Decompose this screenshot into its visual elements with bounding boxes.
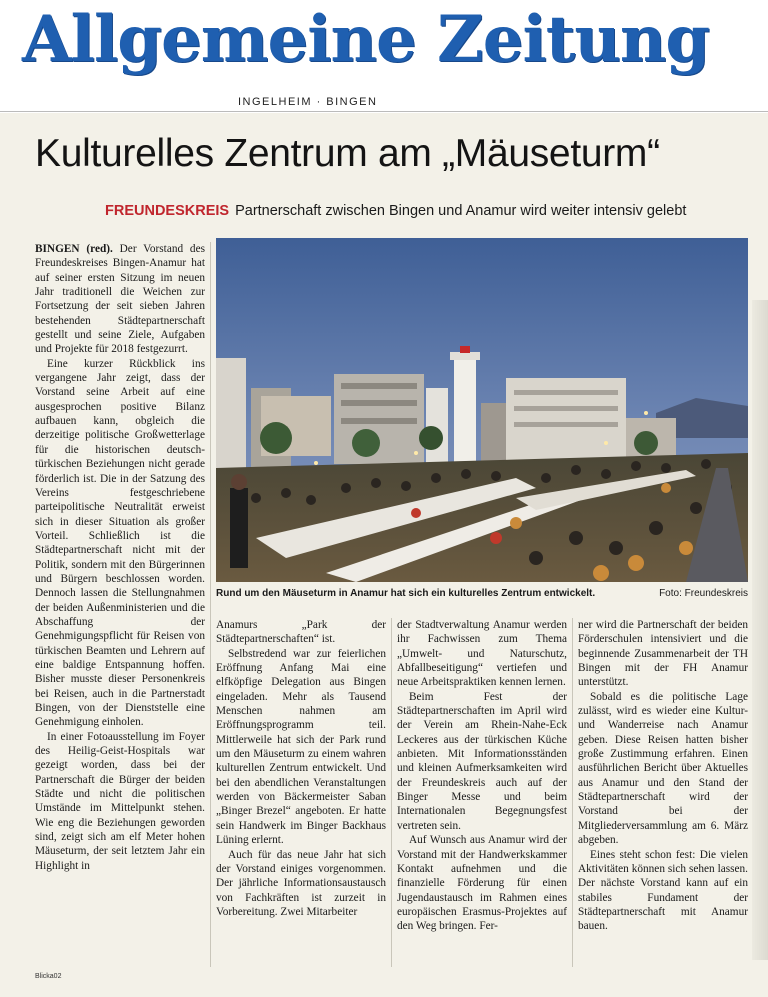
paragraph: Beim Fest der Städtepartnerschaften im April wird der Verein am Rhein-Nahe-Eck Leckeres aus der türkischen Küche anbieten. Mit Informationsständen und kleinen Aufmerksamkeiten wird der Freundeskreis auch auf der Binger Messe und beim Internationalen Begegnungsfest vertreten sein. bbox=[397, 690, 567, 832]
paragraph: In einer Fotoausstellung im Foyer des Heilig-Geist-Hospitals war gezeigt worden, dass bei der Partnerschaft die Bürger der beiden Städte und nicht die politischen Umstände im Mittelpunkt stehen. Wie eng die Beziehungen geworden sind, zeigt sich am elf Meter hohen Mäuseturm, der seit letztem Jahr ein Highlight in bbox=[35, 730, 205, 872]
adjacent-page-edge bbox=[752, 300, 768, 960]
festival-crowd-photo bbox=[216, 238, 748, 582]
paragraph: ner wird die Partnerschaft der beiden Förderschulen intensiviert und die beginnende Zusammenarbeit der TH Bingen mit der FH Anamur unterstützt. bbox=[578, 619, 748, 689]
clipping-id: Blicka02 bbox=[35, 973, 62, 980]
paragraph: Sobald es die politische Lage zulässt, wird es wieder eine Kultur- und Wanderreise nach Anamur geben. Diese Reisen hatten bisher große Zustimmung erfahren. Einen ausführlichen Bericht über Aktuelles aus Anamur und den Stand der Städtepartnerschaft wird der Vorstand bei der Mitgliederversammlung am 6. März abgeben. bbox=[578, 690, 748, 847]
paragraph: Eine kurzer Rückblick ins vergangene Jahr zeigt, dass der Vorstand seine Arbeit auf eine ausgesprochen positive Bilanz aufbauen kann, obgleich die derzeitige politische Großwetterlage für die historischen deutsch-türkischen Beziehungen nicht gerade förderlich ist. Die in der Satzung des Vereins festgeschriebene parteipolitische Neutralität erweist sich in dieser Situation als großer Vorteil. Schließlich ist die Städtepartnerschaft nicht mit der Politik, sondern mit den Bürgerinnen und Bürgern beschlossen worden. Dennoch lassen die Stellungnahmen der beiden Außenministerien und die Abschaffung der Genehmigungspflicht für Reisen von türkischen Beamten und Lehrern auf eine baldige Entspannung hoffen. Bisher musste dieser Personenkreis bei Reisen, auch in die Partnerstadt Bingen, von der Dienststelle eine Genehmigung einholen. bbox=[35, 357, 205, 729]
column-divider bbox=[391, 618, 392, 967]
subheadline-text: Partnerschaft zwischen Bingen und Anamur wird weiter intensiv gelebt bbox=[235, 203, 687, 219]
dateline: BINGEN (red). bbox=[35, 243, 113, 255]
article-headline: Kulturelles Zentrum am „Mäuseturm“ bbox=[35, 132, 660, 175]
article-column-2 bbox=[216, 618, 386, 919]
edition-label: INGELHEIM · BINGEN bbox=[238, 96, 378, 108]
paragraph: Auch für das neue Jahr hat sich der Vorstand einiges vorgenommen. Der jährliche Informationsaustausch von Fachkräften ist zurzeit in Vorbereitung. Zwei Mitarbeiter bbox=[216, 848, 386, 918]
newspaper-logo: Allgemeine Zeitung bbox=[22, 2, 710, 77]
paragraph: Auf Wunsch aus Anamur wird der Vorstand mit der Handwerkskammer Kontakt aufnehmen und die finanzielle Förderung für einen Jugendaustausch im Rahmen eines europäischen Erasmus-Projektes auf den Weg bringen. Fer- bbox=[397, 834, 567, 933]
paragraph: Anamurs „Park der Städtepartnerschaften“ ist. bbox=[216, 619, 386, 646]
paragraph: Eines steht schon fest: Die vielen Aktivitäten können sich sehen lassen. Der nächste Vorstand kann auf ein stabiles Fundament der Städtepartnerschaft mit Anamur bauen. bbox=[578, 848, 748, 933]
column-divider bbox=[572, 618, 573, 967]
column-divider bbox=[210, 242, 211, 967]
kicker-label: FREUNDESKREIS bbox=[105, 203, 230, 219]
article-photo bbox=[216, 238, 748, 582]
paragraph: BINGEN (red). Der Vorstand des Freundeskreises Bingen-Anamur hat auf seiner ersten Sitzung im neuen Jahr traditionell die Weichen zur Fortsetzung der seit sieben Jahren bestehenden Städtepartnerschaft gestellt und seine Ziele, Aufgaben und Projekte für 2018 festgezurrt. bbox=[35, 243, 205, 356]
article-column-3 bbox=[397, 618, 567, 934]
article-column-1 bbox=[35, 242, 205, 873]
masthead bbox=[0, 0, 768, 112]
paragraph: der Stadtverwaltung Anamur werden ihr Fachwissen zum Thema „Umwelt- und Naturschutz, Abfallbeseitigung“ vertiefen und neue Arbeitspraktiken kennen lernen. bbox=[397, 619, 567, 689]
paragraph: Selbstredend war zur feierlichen Eröffnung Anfang Mai eine elfköpfige Delegation aus Bingen eingeladen. Mehr als Tausend Menschen nahmen am Eröffnungsprogramm teil. Mittlerweile hat sich der Park rund um den Mäuseturm zu einem wahren kulturellen Zentrum entwickelt. Und bei den abendlichen Veranstaltungen werden von Bäckermeister Saban „Binger Brezel“ angeboten. Er hatte sein Handwerk im Binger Backhaus Lüning erlernt. bbox=[216, 647, 386, 847]
article-column-4 bbox=[578, 618, 748, 934]
masthead-divider bbox=[0, 111, 768, 112]
article-subheadline bbox=[105, 203, 686, 219]
caption-text: Rund um den Mäuseturm in Anamur hat sich ein kulturelles Zentrum entwickelt. bbox=[216, 588, 596, 599]
photo-credit: Foto: Freundeskreis bbox=[659, 588, 748, 599]
photo-caption bbox=[216, 588, 748, 599]
